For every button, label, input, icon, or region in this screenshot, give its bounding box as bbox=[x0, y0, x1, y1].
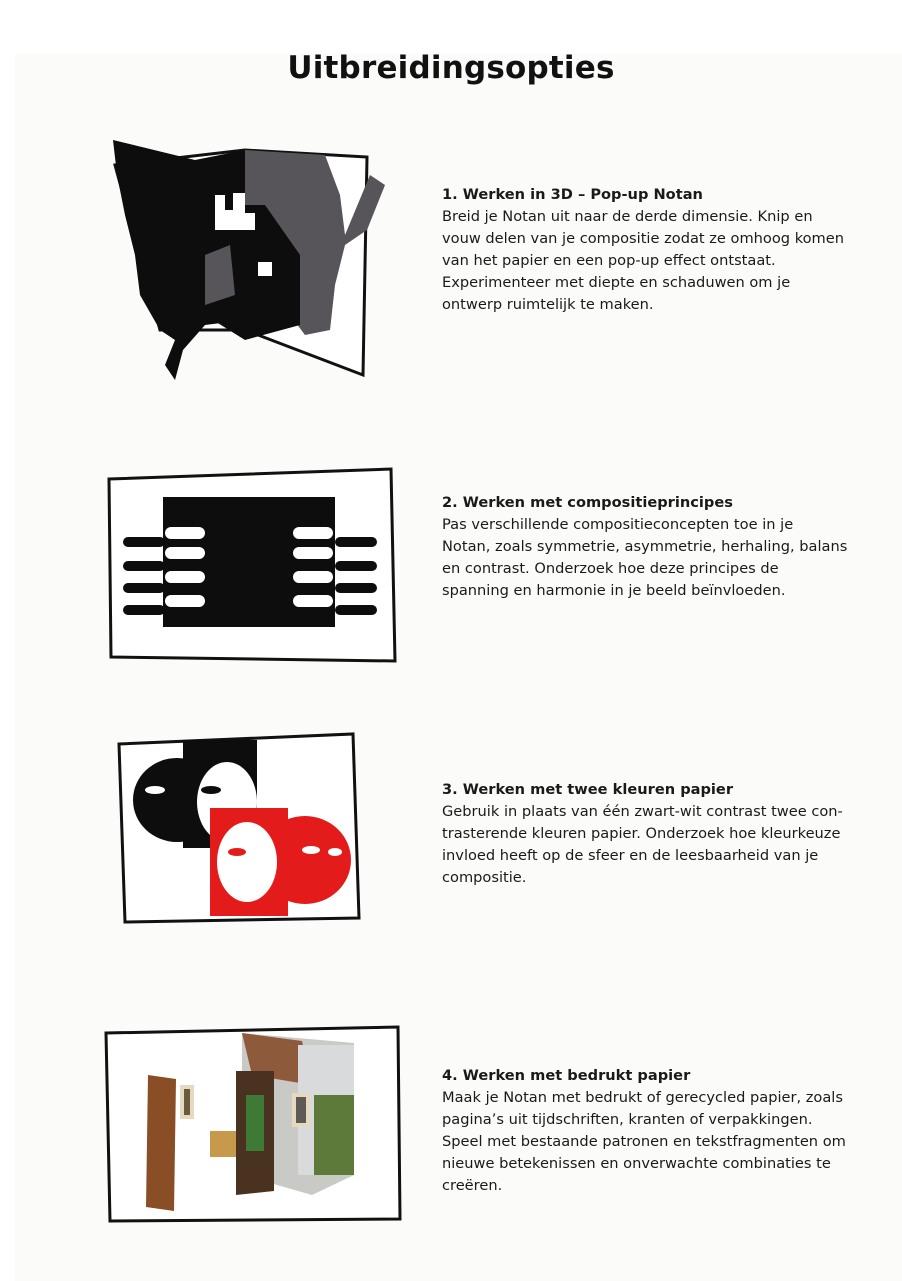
two-color-faces-illustration bbox=[115, 732, 365, 928]
symmetry-hands-illustration bbox=[105, 465, 397, 665]
section-body: Pas verschillende compositieconcepten toe in je Notan, zoals symmetrie, asymmetrie, herhaling, balans en contrast. Onderzoek hoe deze principes de spanning en harmonie in je beeld beïnvloeden. bbox=[442, 516, 848, 599]
section-heading: 2. Werken met compositieprincipes bbox=[442, 494, 733, 511]
section-heading: 4. Werken met bedrukt papier bbox=[442, 1067, 691, 1084]
section-popup-notan bbox=[442, 184, 862, 316]
printed-paper-house-illustration bbox=[102, 1025, 402, 1225]
section-heading: 3. Werken met twee kleuren papier bbox=[442, 781, 734, 798]
page-title: Uitbreidingsopties bbox=[287, 50, 615, 86]
section-heading: 1. Werken in 3D – Pop-up Notan bbox=[442, 186, 703, 203]
section-two-colors bbox=[442, 779, 862, 889]
section-printed-paper bbox=[442, 1065, 862, 1197]
section-body: Gebruik in plaats van één zwart-wit contrast twee con- trasterende kleuren papier. Onderzoek hoe kleurkeuze invloed heeft op de sfeer en de leesbaarheid van je compositie. bbox=[442, 803, 843, 886]
section-composition bbox=[442, 492, 862, 602]
section-body: Breid je Notan uit naar de derde dimensie. Knip en vouw delen van je compositie zodat ze omhoog komen van het papier en een pop-up effect ontstaat. Experimenteer met diepte en schaduwen om je ontwerp ruimtelijk te maken. bbox=[442, 208, 844, 313]
popup-notan-illustration bbox=[105, 135, 385, 385]
section-body: Maak je Notan met bedrukt of gerecycled papier, zoals pagina’s uit tijdschriften, kranten of verpakkingen. Speel met bestaande patronen en tekstfragmenten om nieuwe betekenissen en onverwachte combinaties te creëren. bbox=[442, 1089, 846, 1194]
